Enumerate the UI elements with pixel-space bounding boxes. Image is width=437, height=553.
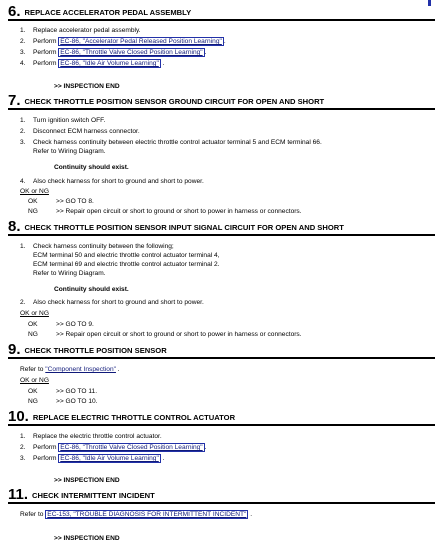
list-item: 3. Check harness continuity between electric throttle control actuator terminal 5 and ECM terminal 66. bbox=[20, 139, 322, 146]
ok-or-ng-label: OK or NG bbox=[20, 310, 49, 317]
list-item-continuation: ECM terminal 50 and electric throttle control actuator terminal 4, bbox=[33, 252, 220, 259]
inspection-end: >> INSPECTION END bbox=[54, 83, 120, 90]
step-number: 9. bbox=[8, 341, 21, 358]
link-idle-air-volume-learning[interactable]: EC-86, "Idle Air Volume Learning" bbox=[60, 60, 159, 67]
refer-line: Refer to EC-153, "TROUBLE DIAGNOSIS FOR INTERMITTENT INCIDENT" . bbox=[20, 511, 253, 518]
result-ng: NG >> Repair open circuit or short to ground or short to power in harness or connectors. bbox=[28, 208, 302, 215]
step-number: 8. bbox=[8, 218, 21, 235]
list-item: 2. Perform EC-86, "Accelerator Pedal Released Position Learning" . bbox=[20, 38, 226, 45]
inspection-end: >> INSPECTION END bbox=[54, 477, 120, 484]
margin-bar bbox=[428, 0, 431, 6]
step-title: CHECK INTERMITTENT INCIDENT bbox=[32, 491, 155, 500]
list-item: 3. Perform EC-86, "Throttle Valve Closed Position Learning" . bbox=[20, 49, 207, 56]
continuity-note: Continuity should exist. bbox=[54, 164, 129, 171]
list-item-continuation: Refer to Wiring Diagram. bbox=[33, 148, 106, 155]
inspection-end: >> INSPECTION END bbox=[54, 535, 120, 542]
list-item: 4. Perform EC-86, "Idle Air Volume Learning" . bbox=[20, 60, 165, 67]
list-item: 1. Replace the electric throttle control actuator. bbox=[20, 433, 162, 440]
link-throttle-valve-learning[interactable]: EC-86, "Throttle Valve Closed Position Learning" bbox=[60, 444, 203, 451]
list-item: 4. Also check harness for short to ground and short to power. bbox=[20, 178, 204, 185]
link-throttle-valve-learning[interactable]: EC-86, "Throttle Valve Closed Position Learning" bbox=[60, 49, 203, 56]
refer-line: Refer to "Component Inspection" . bbox=[20, 366, 120, 373]
ok-or-ng-label: OK or NG bbox=[20, 188, 49, 195]
link-component-inspection[interactable]: "Component Inspection" bbox=[45, 366, 116, 373]
list-item-continuation: ECM terminal 69 and electric throttle control actuator terminal 2. bbox=[33, 261, 220, 268]
step-10-header bbox=[8, 410, 435, 426]
step-6-header bbox=[8, 5, 435, 21]
result-ok: OK >> GO TO 8. bbox=[28, 198, 94, 205]
list-item: 1. Replace accelerator pedal assembly. bbox=[20, 27, 141, 34]
step-title: REPLACE ACCELERATOR PEDAL ASSEMBLY bbox=[24, 8, 192, 17]
continuity-note: Continuity should exist. bbox=[54, 286, 129, 293]
step-title: CHECK THROTTLE POSITION SENSOR GROUND CIRCUIT FOR OPEN AND SHORT bbox=[24, 97, 325, 106]
link-intermittent-incident[interactable]: EC-153, "TROUBLE DIAGNOSIS FOR INTERMITTENT INCIDENT" bbox=[47, 511, 247, 518]
step-number: 10. bbox=[8, 408, 29, 425]
ok-or-ng-label: OK or NG bbox=[20, 377, 49, 384]
link-idle-air-volume-learning[interactable]: EC-86, "Idle Air Volume Learning" bbox=[60, 455, 159, 462]
result-ok: OK >> GO TO 11. bbox=[28, 388, 98, 395]
result-ng: NG >> GO TO 10. bbox=[28, 398, 98, 405]
list-item: 1. Turn ignition switch OFF. bbox=[20, 117, 106, 124]
step-7-header bbox=[8, 94, 435, 110]
step-title: CHECK THROTTLE POSITION SENSOR bbox=[24, 346, 167, 355]
list-item: 2. Disconnect ECM harness connector. bbox=[20, 128, 140, 135]
step-title: REPLACE ELECTRIC THROTTLE CONTROL ACTUATOR bbox=[32, 413, 236, 422]
step-number: 6. bbox=[8, 3, 21, 20]
result-ok: OK >> GO TO 9. bbox=[28, 321, 94, 328]
step-number: 7. bbox=[8, 92, 21, 109]
list-item: 1. Check harness continuity between the following; bbox=[20, 243, 174, 250]
list-item: 3. Perform EC-86, "Idle Air Volume Learning" . bbox=[20, 455, 165, 462]
link-accelerator-pedal-learning[interactable]: EC-86, "Accelerator Pedal Released Position Learning" bbox=[60, 38, 222, 45]
list-item: 2. Also check harness for short to ground and short to power. bbox=[20, 299, 204, 306]
result-ng: NG >> Repair open circuit or short to ground or short to power in harness or connectors. bbox=[28, 331, 302, 338]
step-9-header bbox=[8, 343, 435, 359]
step-title: CHECK THROTTLE POSITION SENSOR INPUT SIGNAL CIRCUIT FOR OPEN AND SHORT bbox=[24, 223, 344, 232]
step-11-header bbox=[8, 488, 435, 504]
list-item-continuation: Refer to Wiring Diagram. bbox=[33, 270, 106, 277]
step-8-header bbox=[8, 220, 435, 236]
step-number: 11. bbox=[8, 486, 29, 503]
list-item: 2. Perform EC-86, "Throttle Valve Closed Position Learning" . bbox=[20, 444, 207, 451]
